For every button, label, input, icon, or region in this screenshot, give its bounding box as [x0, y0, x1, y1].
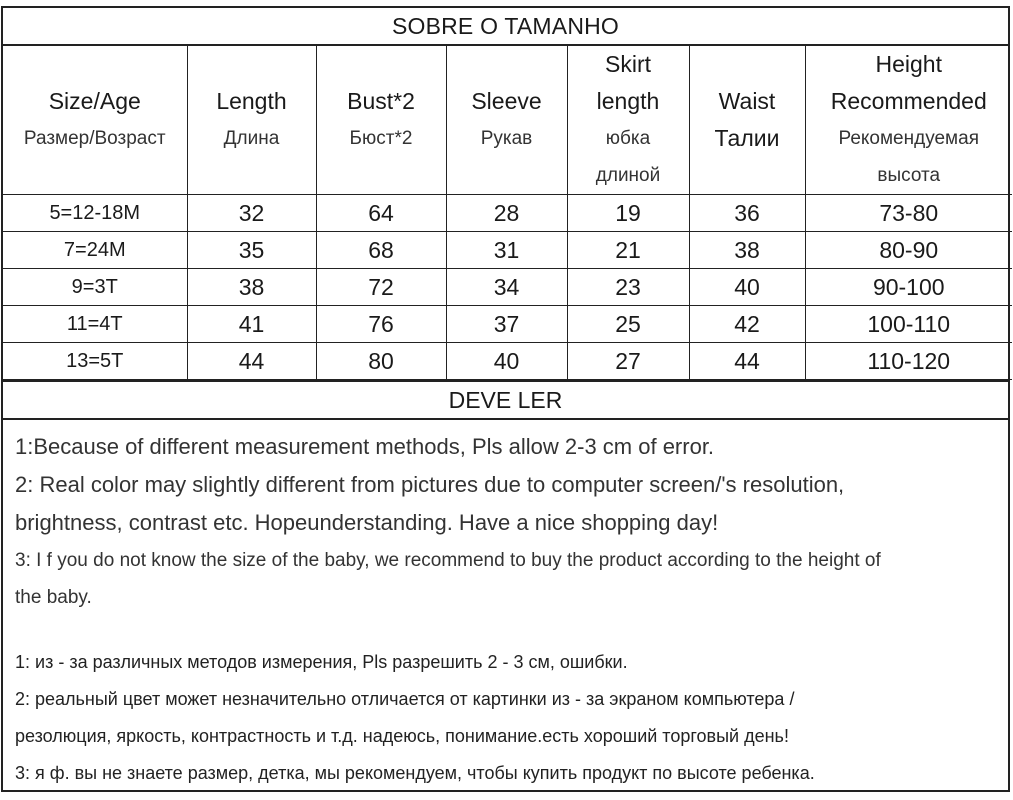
table-header-row: [3, 46, 1012, 195]
note-ru-3: 3: я ф. вы не знаете размер, детка, мы рекомендуем, чтобы купить продукт по высоте ребенка.: [15, 763, 815, 783]
note-ru-2a: 2: реальный цвет может незначительно отличается от картинки из - за экраном компьютера /: [15, 689, 795, 709]
measurement-cell: 40: [446, 343, 567, 380]
measurement-cell: 110-120: [805, 343, 1012, 380]
column-header: [446, 46, 567, 195]
size-chart-sheet: [1, 6, 1010, 792]
measurement-cell: 36: [689, 195, 805, 232]
column-header-translation: Размер/Возраст: [23, 128, 166, 149]
measurement-cell: 90-100: [805, 269, 1012, 306]
column-header: [3, 46, 187, 195]
notes-section: [3, 420, 1008, 792]
column-header: [689, 46, 805, 195]
measurement-cell: 37: [446, 306, 567, 343]
note-ru-1: 1: из - за различных методов измерения, Pls разрешить 2 - 3 см, ошибки.: [15, 652, 628, 672]
measurement-cell: 32: [187, 195, 316, 232]
column-header-translation: юбка: [605, 128, 651, 149]
measurement-cell: 41: [187, 306, 316, 343]
measurement-cell: 72: [316, 269, 446, 306]
measurement-cell: 80-90: [805, 232, 1012, 269]
column-header: [805, 46, 1012, 195]
measurement-cell: 31: [446, 232, 567, 269]
measurement-cell: 19: [567, 195, 689, 232]
note-en-1: 1:Because of different measurement methods, Pls allow 2-3 cm of error.: [15, 434, 715, 459]
measurement-cell: 23: [567, 269, 689, 306]
note-en-3b: the baby.: [15, 587, 92, 608]
column-header-translation: Длина: [223, 128, 280, 149]
measurement-cell: 73-80: [805, 195, 1012, 232]
size-age-cell: 13=5T: [3, 343, 187, 380]
notes-spacer: [15, 616, 1008, 644]
size-age-cell: 9=3T: [3, 269, 187, 306]
measurement-cell: 80: [316, 343, 446, 380]
column-header-label: Size/Age: [48, 88, 141, 114]
measurement-cell: 44: [187, 343, 316, 380]
size-table: [3, 46, 1012, 380]
measurement-cell: 38: [187, 269, 316, 306]
column-header-label: Skirt: [605, 51, 651, 77]
column-header-label: Length: [216, 88, 287, 114]
measurement-cell: 35: [187, 232, 316, 269]
measurement-cell: 42: [689, 306, 805, 343]
column-header-label: Sleeve: [471, 88, 542, 114]
measurement-cell: 28: [446, 195, 567, 232]
column-header-translation: длиной: [595, 165, 661, 186]
column-header: [187, 46, 316, 195]
size-age-cell: 11=4T: [3, 306, 187, 343]
chart-title: SOBRE O TAMANHO: [3, 8, 1008, 46]
column-header: [316, 46, 446, 195]
measurement-cell: 25: [567, 306, 689, 343]
measurement-cell: 38: [689, 232, 805, 269]
column-header-label: Bust*2: [347, 88, 415, 114]
table-row: [3, 343, 1012, 380]
note-en-2a: 2: Real color may slightly different from pictures due to computer screen/'s resolution,: [15, 472, 845, 497]
measurement-cell: 34: [446, 269, 567, 306]
column-header: [567, 46, 689, 195]
column-header-label: length: [596, 88, 660, 114]
measurement-cell: 64: [316, 195, 446, 232]
note-en-2b: brightness, contrast etc. Hopeunderstanding. Have a nice shopping day!: [15, 510, 719, 535]
column-header-label: Recommended: [830, 88, 987, 114]
measurement-cell: 27: [567, 343, 689, 380]
measurement-cell: 40: [689, 269, 805, 306]
table-row: [3, 269, 1012, 306]
table-row: [3, 232, 1012, 269]
measurement-cell: 21: [567, 232, 689, 269]
column-header-translation: Рукав: [480, 128, 533, 149]
note-en-3a: 3: I f you do not know the size of the baby, we recommend to buy the product according to the height of: [15, 550, 881, 571]
column-header-label: Height: [875, 51, 942, 77]
column-header-label: Waist: [718, 88, 776, 114]
column-header-translation: Бюст*2: [349, 128, 413, 149]
column-header-translation: Рекомендуемая: [838, 128, 979, 149]
note-ru-2b: резолюция, яркость, контрастность и т.д. надеюсь, понимание.есть хороший торговый день!: [15, 726, 789, 746]
column-header-translation: высота: [877, 165, 941, 186]
measurement-cell: 68: [316, 232, 446, 269]
table-row: [3, 306, 1012, 343]
measurement-cell: 76: [316, 306, 446, 343]
table-row: [3, 195, 1012, 232]
notice-title: DEVE LER: [3, 380, 1008, 420]
measurement-cell: 44: [689, 343, 805, 380]
measurement-cell: 100-110: [805, 306, 1012, 343]
column-header-label: Талии: [714, 125, 780, 151]
size-age-cell: 5=12-18M: [3, 195, 187, 232]
size-age-cell: 7=24M: [3, 232, 187, 269]
